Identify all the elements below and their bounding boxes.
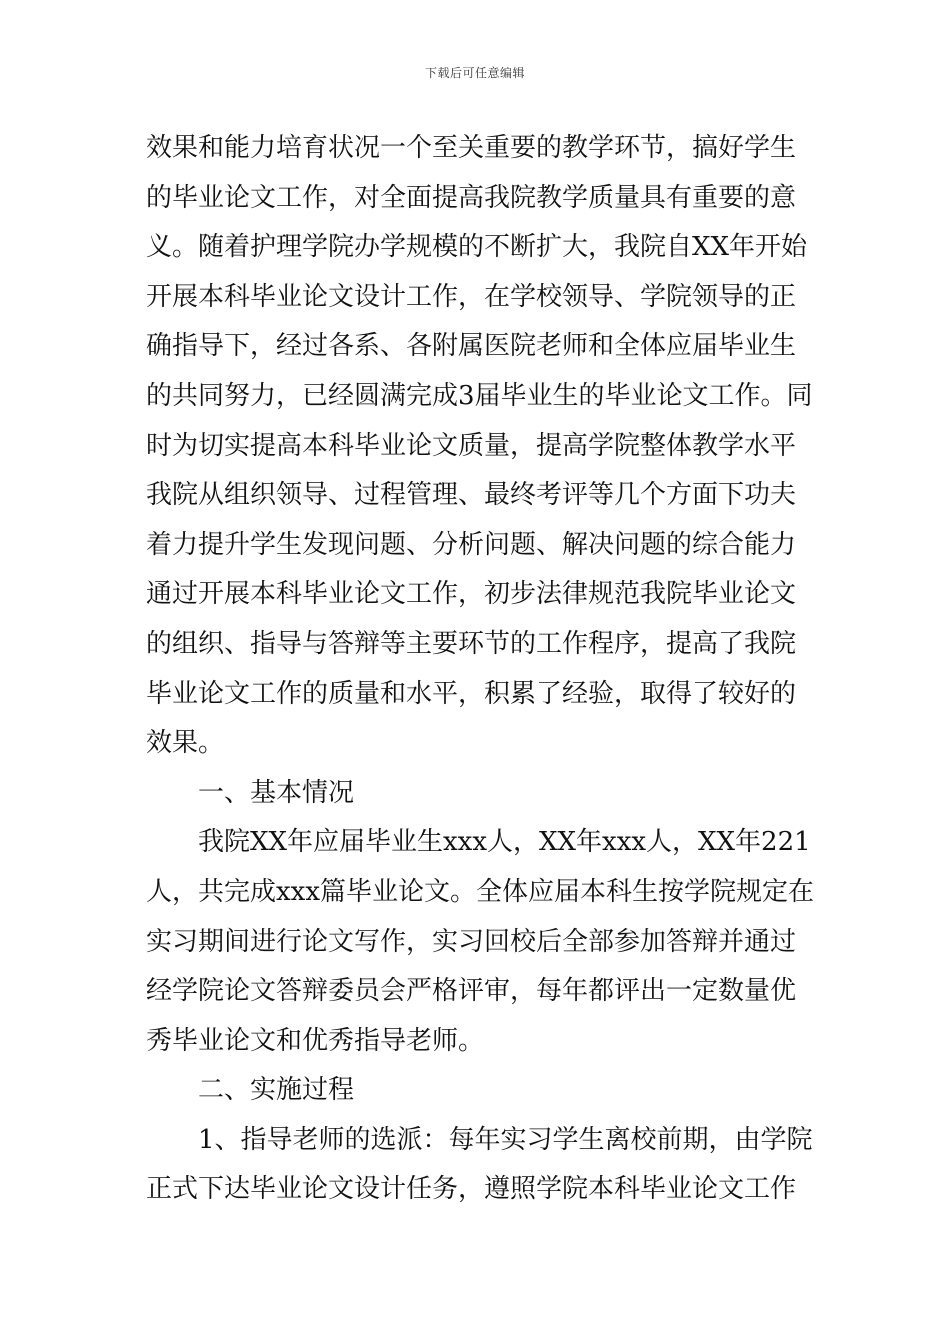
page-header: 下载后可任意编辑 xyxy=(424,66,525,80)
text-line: 开展本科毕业论文设计工作，在学校领导、学院领导的正 xyxy=(146,281,797,312)
text-line: 的共同努力，已经圆满完成3届毕业生的毕业论文工作。同 xyxy=(146,380,813,411)
section-heading: 二、实施过程 xyxy=(198,1075,355,1106)
document-body xyxy=(146,124,814,1215)
text-line: 人，共完成xxx篇毕业论文。全体应届本科生按学院规定在 xyxy=(146,876,814,907)
text-line: 着力提升学生发现问题、分析问题、解决问题的综合能力 xyxy=(146,529,797,560)
text-line: 正式下达毕业论文设计任务，遵照学院本科毕业论文工作 xyxy=(146,1174,797,1205)
text-line: 效果。 xyxy=(146,728,225,759)
text-line: 时为切实提高本科毕业论文质量，提高学院整体教学水平 xyxy=(146,430,797,461)
text-line: 通过开展本科毕业论文工作，初步法律规范我院毕业论文 xyxy=(146,579,797,610)
text-line: 经学院论文答辩委员会严格评审，每年都评出一定数量优 xyxy=(146,976,797,1007)
text-line: 我院XX年应届毕业生xxx人，XX年xxx人，XX年221 xyxy=(198,827,811,858)
text-line: 确指导下，经过各系、各附属医院老师和全体应届毕业生 xyxy=(146,331,797,362)
text-line: 1、指导老师的选派：每年实习学生离校前期，由学院 xyxy=(198,1124,813,1155)
text-line: 毕业论文工作的质量和水平，积累了经验，取得了较好的 xyxy=(146,678,797,709)
text-line: 我院从组织领导、过程管理、最终考评等几个方面下功夫 xyxy=(146,480,797,511)
text-line: 效果和能力培育状况一个至关重要的教学环节，搞好学生 xyxy=(146,133,797,163)
text-line: 义。随着护理学院办学规模的不断扩大，我院自XX年开始 xyxy=(146,232,808,263)
text-line: 的组织、指导与答辩等主要环节的工作程序，提高了我院 xyxy=(146,628,797,659)
section-heading: 一、基本情况 xyxy=(198,777,355,808)
text-line: 实习期间进行论文写作，实习回校后全部参加答辩并通过 xyxy=(146,926,797,957)
text-line: 秀毕业论文和优秀指导老师。 xyxy=(146,1025,485,1056)
text-line: 的毕业论文工作，对全面提高我院教学质量具有重要的意 xyxy=(146,182,797,213)
